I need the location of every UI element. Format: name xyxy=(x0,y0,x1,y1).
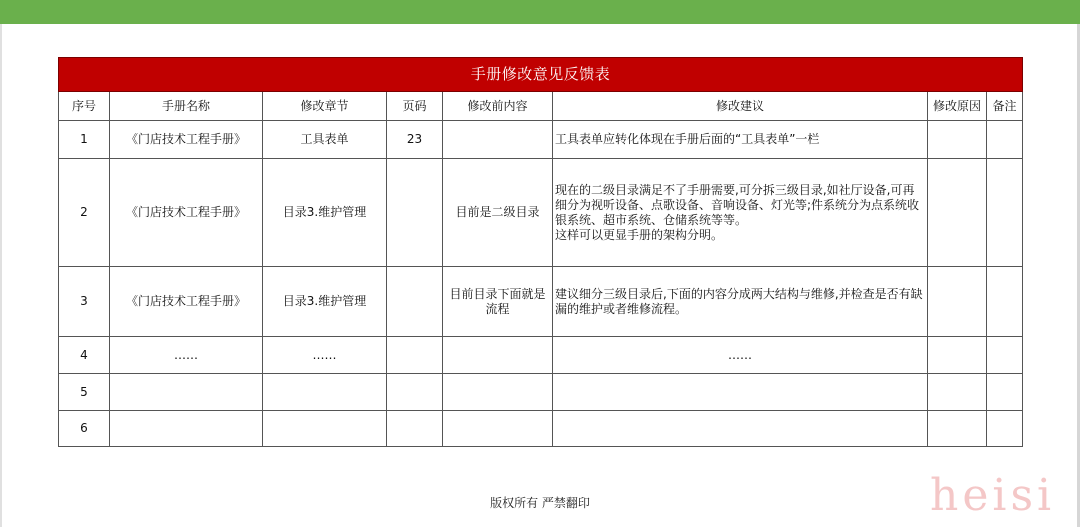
cell-section xyxy=(263,411,387,447)
cell-manual-name: 《门店技术工程手册》 xyxy=(110,267,263,337)
cell-page xyxy=(387,159,443,267)
table-row xyxy=(59,267,1023,337)
top-green-bar xyxy=(0,0,1080,24)
cell-suggestion: 工具表单应转化体现在手册后面的“工具表单”一栏 xyxy=(553,121,928,159)
header-suggestion: 修改建议 xyxy=(553,92,928,121)
header-section: 修改章节 xyxy=(263,92,387,121)
cell-reason xyxy=(928,267,987,337)
cell-note xyxy=(987,337,1023,374)
table-row xyxy=(59,411,1023,447)
cell-seq: 2 xyxy=(59,159,110,267)
cell-seq: 4 xyxy=(59,337,110,374)
cell-before xyxy=(443,121,553,159)
cell-reason xyxy=(928,374,987,411)
cell-reason xyxy=(928,159,987,267)
cell-note xyxy=(987,159,1023,267)
cell-manual-name: 《门店技术工程手册》 xyxy=(110,159,263,267)
cell-manual-name: …… xyxy=(110,337,263,374)
cell-before xyxy=(443,374,553,411)
cell-section: 目录3.维护管理 xyxy=(263,159,387,267)
copyright-footer: 版权所有 严禁翻印 xyxy=(490,496,590,510)
cell-section: 目录3.维护管理 xyxy=(263,267,387,337)
cell-seq: 1 xyxy=(59,121,110,159)
cell-page xyxy=(387,374,443,411)
table-row xyxy=(59,159,1023,267)
table-title: 手册修改意见反馈表 xyxy=(59,58,1023,92)
header-row xyxy=(59,92,1023,121)
cell-note xyxy=(987,411,1023,447)
cell-manual-name xyxy=(110,411,263,447)
cell-seq: 3 xyxy=(59,267,110,337)
cell-manual-name xyxy=(110,374,263,411)
cell-suggestion: …… xyxy=(553,337,928,374)
cell-reason xyxy=(928,411,987,447)
cell-suggestion: 现在的二级目录满足不了手册需要,可分拆三级目录,如社厅设备,可再细分为视听设备、点歌设备、音响设备、灯光等;件系统分为点系统收银系统、超市系统、仓储系统等等。 这样可以更显手册的架构分明。 xyxy=(553,159,928,267)
cell-section xyxy=(263,374,387,411)
cell-section: 工具表单 xyxy=(263,121,387,159)
header-note: 备注 xyxy=(987,92,1023,121)
header-before: 修改前内容 xyxy=(443,92,553,121)
cell-manual-name: 《门店技术工程手册》 xyxy=(110,121,263,159)
cell-section: …… xyxy=(263,337,387,374)
header-manual-name: 手册名称 xyxy=(110,92,263,121)
cell-page xyxy=(387,337,443,374)
title-row xyxy=(59,58,1023,92)
cell-page xyxy=(387,411,443,447)
cell-page: 23 xyxy=(387,121,443,159)
cell-reason xyxy=(928,337,987,374)
table-row xyxy=(59,121,1023,159)
cell-seq: 5 xyxy=(59,374,110,411)
cell-note xyxy=(987,121,1023,159)
watermark-text: heisi xyxy=(930,470,1056,521)
cell-seq: 6 xyxy=(59,411,110,447)
cell-suggestion: 建议细分三级目录后,下面的内容分成两大结构与维修,并检查是否有缺漏的维护或者维修流程。 xyxy=(553,267,928,337)
header-seq: 序号 xyxy=(59,92,110,121)
cell-reason xyxy=(928,121,987,159)
header-reason: 修改原因 xyxy=(928,92,987,121)
table-row xyxy=(59,337,1023,374)
left-edge-line xyxy=(0,24,2,527)
table-row xyxy=(59,374,1023,411)
cell-before xyxy=(443,411,553,447)
feedback-table xyxy=(58,57,1023,447)
header-page: 页码 xyxy=(387,92,443,121)
cell-suggestion xyxy=(553,374,928,411)
cell-page xyxy=(387,267,443,337)
cell-note xyxy=(987,267,1023,337)
cell-before xyxy=(443,337,553,374)
feedback-table-container xyxy=(58,57,1022,447)
cell-before: 目前是二级目录 xyxy=(443,159,553,267)
cell-note xyxy=(987,374,1023,411)
cell-suggestion xyxy=(553,411,928,447)
cell-before: 目前目录下面就是流程 xyxy=(443,267,553,337)
